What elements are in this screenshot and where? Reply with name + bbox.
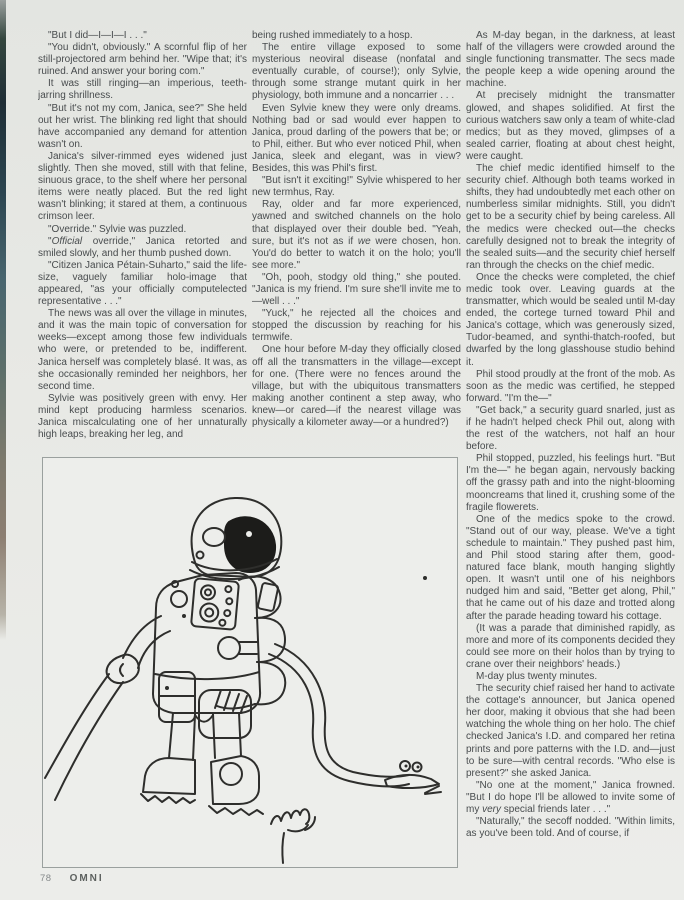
paragraph: One hour before M-day they officially closed off all the transmatters in the village—except for one. (There were no fences around the village, but with the ubiquitous transmatters making another continent a step away, who knew—or cared—if the nearest village was physically a kilometer away—or a hundred?) bbox=[252, 344, 461, 428]
paragraph: "Naturally," the secoff nodded. "Within limits, as you've been told. And of course, if bbox=[466, 816, 675, 840]
paragraph: As M-day began, in the darkness, at least half of the villagers were crowded around the single functioning transmatter. The secs made the people keep a wide opening around the machine. bbox=[466, 30, 675, 90]
text-column-1 bbox=[38, 30, 247, 454]
hose-right bbox=[269, 644, 409, 786]
paragraph: Sylvie was positively green with envy. Her mind kept producing harmless scenarios. Janica miscalculating one of her unnaturally high leaps, breaking her leg, and bbox=[38, 392, 247, 441]
paragraph: "But it's not my com, Janica, see?" She held out her wrist. The blinking red light that should have accompanied any demand for attention wasn't on. bbox=[38, 102, 247, 150]
magazine-title: OMNI bbox=[69, 873, 104, 884]
paragraph: "Yuck," he rejected all the choices and stopped the discussion by reaching for his termwife. bbox=[252, 308, 461, 344]
paragraph: "Override." Sylvie was puzzled. bbox=[48, 223, 187, 235]
astronaut-torso bbox=[153, 573, 260, 738]
paragraph: being rushed immediately to a hosp. bbox=[252, 30, 413, 41]
paragraph: Phil stood proudly at the front of the mob. As soon as the medic was certified, he stepped forward. "I'm the—" bbox=[466, 368, 675, 404]
paragraph: "But I did—I—I—I . . ." bbox=[48, 30, 147, 41]
astronaut-helmet bbox=[190, 498, 281, 579]
paragraph: The entire village exposed to some mysterious neoviral disease (nonfatal and eventually curable, of course!); only Sylvie, through some strange mutant quirk in her physiology, both immune and a noncarrier . . . bbox=[252, 42, 461, 102]
paragraph: Ray, older and far more experienced, yawned and switched channels on the holo that displayed over their double bed. "Yeah, sure, but it's not as if we were chosen, hon. You'd do better to watch it on the holo; you'll see more." bbox=[252, 199, 461, 271]
hose-creature-icon bbox=[385, 761, 441, 794]
paragraph: It was still ringing—an imperious, teeth-jarring shrillness. bbox=[38, 78, 247, 102]
paragraph: The chief medic identified himself to the security chief. Although both teams worked in shifts, they had undoubtedly met each other on numberless similar midnights. Still, you didn't get to be a security chief by being careless. All the medics were checked out—the checks carefully designed not to break the integrity of the sealed suits—and the security chief herself ran through the checks on the chief medic. bbox=[466, 163, 675, 271]
paragraph: Janica's silver-rimmed eyes widened just slightly. Then she moved, still with that feline, sinuous grace, to the shelf where her personal items were neatly placed. But the red light wasn't blinking; it stared at them, a continuous crimson leer. bbox=[38, 150, 247, 223]
paragraph: At precisely midnight the transmatter glowed, and shapes solidified. At first the curious watchers saw only a team of white-clad medics; but as they moved, glimpses of a sealed carrier, floating at about chest height, were caught. bbox=[466, 90, 675, 162]
paragraph: Once the checks were completed, the chief medic took over. Leaving guards at the transmatter, which would be sealed until M-day ended, the cortege turned toward Phil and Janica's cottage, which was generously sized, Tudor-beamed, and synthi-thatch-roofed, but dwarfed by the long glasshouse studio behind it. bbox=[466, 271, 675, 368]
astronaut-drawing-icon bbox=[43, 458, 457, 867]
paragraph: One of the medics spoke to the crowd. "Stand out of our way, please. We've a tight schedule to maintain." They pushed past him, and Phil stood staring after them, good-natured face blank, mouth hanging slightly open. It wasn't until one of his neighbors nudged him and said, "Better get along, Phil," that he came out of his daze and trotted along after the parade heading toward his cottage. bbox=[466, 513, 675, 622]
chest-control-panel bbox=[191, 578, 239, 630]
artist-signature-icon bbox=[271, 809, 315, 863]
astronaut-legs bbox=[141, 713, 263, 815]
paragraph: "Official override," Janica retorted and smiled slowly, and her thumb pushed down. bbox=[38, 235, 247, 259]
paragraph: M-day plus twenty minutes. bbox=[476, 670, 598, 682]
page-footer bbox=[40, 873, 104, 884]
text-column-3 bbox=[466, 30, 675, 880]
paragraph: "But isn't it exciting!" Sylvie whispered to her new termhus, Ray. bbox=[252, 175, 461, 199]
page-edge-strip bbox=[0, 0, 6, 640]
page-number: 78 bbox=[40, 873, 52, 884]
paragraph: "No one at the moment," Janica frowned. "But I do hope I'll be allowed to invite some of my very special friends later . . ." bbox=[466, 779, 675, 815]
ink-dot bbox=[423, 576, 427, 580]
paragraph: (It was a parade that diminished rapidly, as more and more of its components decided they could see more on their holos than by trying to crane over their neighbors' heads.) bbox=[466, 622, 675, 670]
paragraph: "You didn't, obviously." A scornful flip of her still-projectored arm behind her. "Wipe that; it's ruined. And answer your boring com." bbox=[38, 42, 247, 78]
hose-left bbox=[45, 674, 123, 800]
astronaut-left-arm bbox=[107, 616, 170, 683]
paragraph: The news was all over the village in minutes, and it was the main topic of conversation for weeks—except among those few individuals who were, or pretended to be, indifferent. Janica herself was completely blasé. It was, as she occasionally reminded her neighbors, her second time. bbox=[38, 308, 247, 392]
paragraph: Phil stopped, puzzled, his feelings hurt. "But I'm the—" he began again, nervously backing off the grassy path and into the night-blooming mooncreams that lined it, crushing some of the fragile flowerets. bbox=[466, 453, 675, 513]
paragraph: "Citizen Janica Pétain-Suharto," said the life-size, vaguely familiar holo-image that appeared, "as your officially computelected representative . . ." bbox=[38, 259, 247, 308]
paragraph: "Get back," a security guard snarled, just as if he hadn't helped check Phil out, along with the rest of the watchers, not half an hour before. bbox=[466, 404, 675, 453]
text-column-2 bbox=[252, 30, 461, 454]
paragraph: The security chief raised her hand to activate the cottage's announcer, but Janica opened her door, making it obvious that she had been watching the whole thing on her holo. The chief checked Janica's I.D. and compared her retina prints and pore patterns with the I.D. and—just to be sure—with central records. "Who else is present?" she asked Janica. bbox=[466, 683, 675, 779]
paragraph: Even Sylvie knew they were only dreams. Nothing bad or sad would ever happen to Janica, proud darling of the powers that be; or to Phil, either. But who ever noticed Phil, when Janica, sleek and elegant, was in view? Besides, this was Phil's first. bbox=[252, 102, 461, 175]
paragraph: "Oh, pooh, stodgy old thing," she pouted. "Janica is my friend. I'm sure she'll invite me to—well . . ." bbox=[252, 271, 461, 308]
astronaut-illustration bbox=[42, 457, 458, 868]
